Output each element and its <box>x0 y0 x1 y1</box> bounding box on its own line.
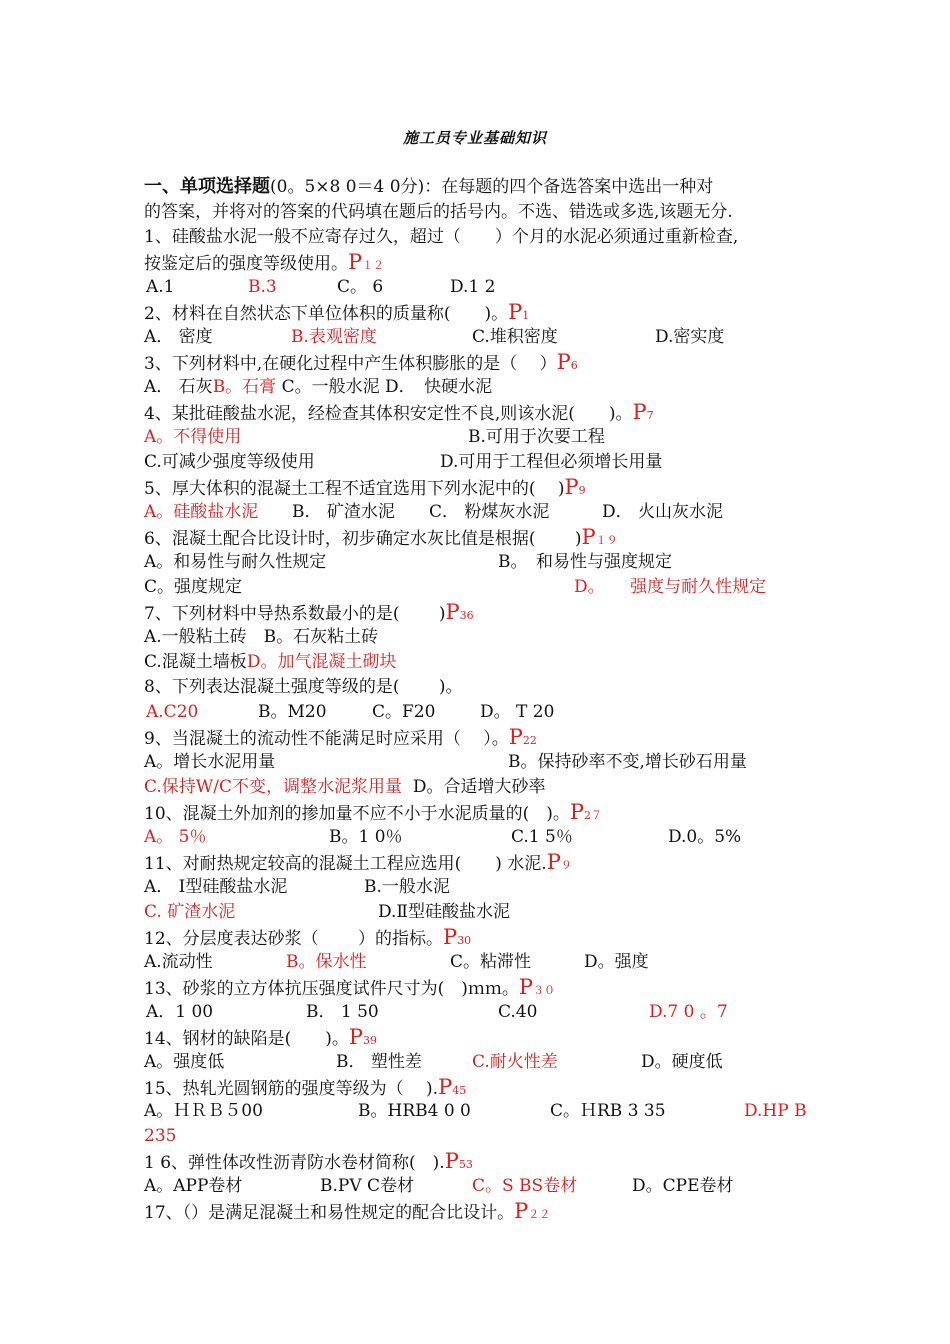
option-c: C． 粉煤灰水泥 <box>429 502 550 522</box>
question-13-line <box>144 976 555 1002</box>
option-d: D。 T 20 <box>480 702 555 722</box>
question-12-page-number: 30 <box>457 934 472 947</box>
option-a-answer: A。不得使用 <box>144 427 242 447</box>
option-b-answer: B.表观密度 <box>291 327 377 347</box>
question-8-text: 8、下列表达混凝土强度等级的是( )。 <box>144 677 463 697</box>
question-4-page-ref: P <box>632 400 647 424</box>
question-16-line <box>144 1150 473 1176</box>
question-6-line <box>144 526 618 552</box>
option-a: A。和易性与耐久性规定 <box>144 552 327 572</box>
option-d: D.可用于工程但必须增长用量 <box>440 452 663 472</box>
option-c: C.混凝土墙板 <box>144 652 247 672</box>
option-a-answer: A.C20 <box>146 702 199 722</box>
option-d: D。强度 <box>584 952 649 972</box>
question-13-text: 13、砂浆的立方体抗压强度试件尺寸为( )ｍｍ。 <box>144 979 519 999</box>
question-1-page-number: １２ <box>362 259 385 272</box>
question-3-page-number: 6 <box>570 359 578 372</box>
section-score: (0。5×8 0＝4 0分) <box>270 177 425 197</box>
option-d-answer-continued: 235 <box>144 1126 177 1146</box>
question-3-options <box>144 376 492 398</box>
option-b-answer: B。石膏 <box>212 377 277 397</box>
question-14-page-ref: P <box>348 1025 364 1049</box>
question-15-line <box>144 1076 466 1102</box>
question-12-line <box>144 926 471 952</box>
question-7-text: 7、下列材料中导热系数最小的是( ) <box>144 604 446 624</box>
question-14-line <box>144 1026 377 1052</box>
question-14-text: 14、钢材的缺陷是( )。 <box>144 1029 349 1049</box>
question-14-page-number: 39 <box>363 1034 378 1047</box>
option-a: A。ＨＲＢ５00 <box>144 1101 263 1121</box>
question-12-text: 12、分层度表达砂浆（ ）的指标。 <box>144 929 444 949</box>
option-c: C。F20 <box>372 702 436 722</box>
question-11-page-ref: P <box>546 850 561 874</box>
question-5-page-ref: P <box>564 475 579 499</box>
question-10-line <box>144 801 602 827</box>
question-2-page-ref: P <box>508 300 523 324</box>
question-7-page-number: 36 <box>459 609 474 622</box>
question-11-line <box>144 851 572 877</box>
option-b: B。M20 <box>258 702 327 722</box>
question-13-page-ref: P <box>518 975 534 999</box>
question-11-text: 11、对耐热规定较高的混凝土工程应选用( ) 水泥. <box>144 854 547 874</box>
question-9-options-2 <box>144 776 545 798</box>
question-4-line <box>144 401 654 427</box>
option-c: C.可减少强度等级使用 <box>144 452 315 472</box>
option-d-answer: D.7 0 。7 <box>649 1002 728 1022</box>
question-2-line <box>144 301 529 327</box>
option-c-answer: C. 矿渣水泥 <box>144 902 236 922</box>
question-4-page-number: 7 <box>646 409 654 422</box>
question-17-text: 17、（）是满足混凝土和易性规定的配合比设计。 <box>144 1203 515 1223</box>
question-1-page-ref: P <box>348 250 363 274</box>
option-b: B。 和易性与强度规定 <box>498 552 672 572</box>
option-a: A． 密度 <box>144 327 213 347</box>
option-c: C。ＨRB 3 35 <box>550 1101 666 1121</box>
question-1-text-2 <box>144 251 384 277</box>
question-3-text: 3、下列材料中,在硬化过程中产生体积膨胀的是（ ） <box>144 354 557 374</box>
option-b-answer: B.3 <box>248 277 277 297</box>
question-16-page-ref: P <box>444 1149 459 1173</box>
option-c: C。强度规定 <box>144 577 243 597</box>
option-a: A． Ⅰ型硅酸盐水泥 <box>144 877 288 897</box>
section-intro-line-1 <box>144 176 713 198</box>
question-3-line <box>144 351 578 377</box>
question-7-page-ref: P <box>445 600 460 624</box>
question-9-text: 9、当混凝土的流动性不能满足时应采用（ ）。 <box>144 729 509 749</box>
option-b: B． 矿渣水泥 <box>292 502 395 522</box>
option-d-answer: D.HP B <box>744 1101 807 1121</box>
question-6-page-number: １９ <box>595 534 618 547</box>
question-5-text: 5、厚大体积的混凝土工程不适宜选用下列水泥中的( ) <box>144 479 565 499</box>
question-7-line <box>144 601 474 627</box>
option-a-answer: A。硅酸盐水泥 <box>144 502 259 522</box>
question-2-text: 2、材料在自然状态下单位体积的质量称( )。 <box>144 304 509 324</box>
question-13-page-number: ３０ <box>533 984 556 997</box>
section-heading: 一、单项选择题 <box>144 176 270 197</box>
option-a: A。增长水泥用量 <box>144 752 276 772</box>
option-d: D.0。5% <box>668 827 742 847</box>
question-3-page-ref: P <box>556 350 571 374</box>
option-d: D.Ⅱ型硅酸盐水泥 <box>378 902 510 922</box>
option-d: D。硬度低 <box>641 1052 723 1072</box>
question-9-page-ref: P <box>508 725 523 749</box>
option-b: B。HRB4 0 0 <box>358 1101 471 1121</box>
option-d-answer: D。 强度与耐久性规定 <box>574 577 767 597</box>
option-c: C。粘滞性 <box>450 952 532 972</box>
option-c-d: C。一般水泥 D． 快硬水泥 <box>281 377 493 397</box>
option-b: B。1 0％ <box>329 827 403 847</box>
option-b: B.一般水泥 <box>364 877 450 897</box>
option-d: D． 火山灰水泥 <box>602 502 724 522</box>
option-c-answer: C.保持W/C不变，调整水泥浆用量 <box>144 777 403 797</box>
option-a-answer: A。 5％ <box>144 827 207 847</box>
document-title: 施工员专业基础知识 <box>402 129 547 147</box>
question-11-page-number: ９ <box>560 859 572 872</box>
question-10-text: 10、混凝土外加剂的掺加量不应不小于水泥质量的( )。 <box>144 804 570 824</box>
option-b-answer: B。保水性 <box>286 952 367 972</box>
option-c: C.堆积密度 <box>472 327 558 347</box>
question-7-options-cd <box>144 651 396 673</box>
option-a: A．1 00 <box>146 1002 214 1022</box>
question-6-text: 6、混凝土配合比设计时，初步确定水灰比值是根据( ) <box>144 529 582 549</box>
question-1-text: 按鉴定后的强度等级使用。 <box>144 254 348 274</box>
option-a: A.1 <box>146 277 175 297</box>
option-d: D.1 2 <box>450 277 496 297</box>
option-c: C.40 <box>498 1002 538 1022</box>
option-c: C.1 5％ <box>511 827 573 847</box>
option-a: A． 石灰 <box>144 377 213 397</box>
question-15-text: 15、热轧光圆钢筋的强度等级为（ ). <box>144 1079 439 1099</box>
question-16-text: 1 6、弹性体改性沥青防水卷材简称( ). <box>144 1153 445 1173</box>
question-9-page-number: 22 <box>522 734 537 747</box>
question-15-page-ref: P <box>438 1075 453 1099</box>
question-4-text: 4、某批硅酸盐水泥，经检查其体积安定性不良,则该水泥( )。 <box>144 404 633 424</box>
question-9-line <box>144 726 537 752</box>
question-10-page-ref: P <box>569 800 585 824</box>
question-10-page-number: 2７ <box>584 809 603 822</box>
option-d: D。合适增大砂率 <box>412 777 546 797</box>
question-7-options-ab: A.一般粘土砖 B。石灰粘土砖 <box>144 627 379 647</box>
question-17-page-number: ２２ <box>528 1208 551 1221</box>
option-b: B． 1 50 <box>306 1002 379 1022</box>
question-5-line <box>144 476 586 502</box>
option-d-answer: D。加气混凝土砌块 <box>246 652 397 672</box>
option-d: D.密实度 <box>655 327 725 347</box>
question-5-page-number: 9 <box>578 484 586 497</box>
section-instructions-1: ：在每题的四个备选答案中选出一种对 <box>424 177 714 197</box>
question-6-page-ref: P <box>581 525 596 549</box>
question-15-page-number: 45 <box>452 1084 467 1097</box>
option-b: B.PV C卷材 <box>320 1176 415 1196</box>
option-b: B． 塑性差 <box>336 1052 422 1072</box>
option-c-answer: C.耐火性差 <box>472 1052 558 1072</box>
option-a: A.流动性 <box>144 952 213 972</box>
question-16-page-number: 53 <box>458 1158 473 1171</box>
section-instructions-2: 的答案，并将对的答案的代码填在题后的括号内。不选、错选或多选,该题无分. <box>144 202 733 222</box>
option-a: A。APP卷材 <box>144 1176 243 1196</box>
option-d: D。CPE卷材 <box>632 1176 734 1196</box>
option-c: C。 6 <box>337 277 384 297</box>
question-17-line <box>144 1200 550 1226</box>
question-17-page-ref: P <box>514 1199 529 1223</box>
question-1-text-1: 1、硅酸盐水泥一般不应寄存过久，超过（ ）个月的水泥必须通过重新检查, <box>144 227 739 247</box>
question-2-page-number: 1 <box>522 309 530 322</box>
option-b: B.可用于次要工程 <box>468 427 605 447</box>
option-c-answer: C。S BS卷材 <box>472 1176 578 1196</box>
question-12-page-ref: P <box>443 925 458 949</box>
option-a: A。强度低 <box>144 1052 225 1072</box>
option-b: B。保持砂率不变,增长砂石用量 <box>508 752 747 772</box>
